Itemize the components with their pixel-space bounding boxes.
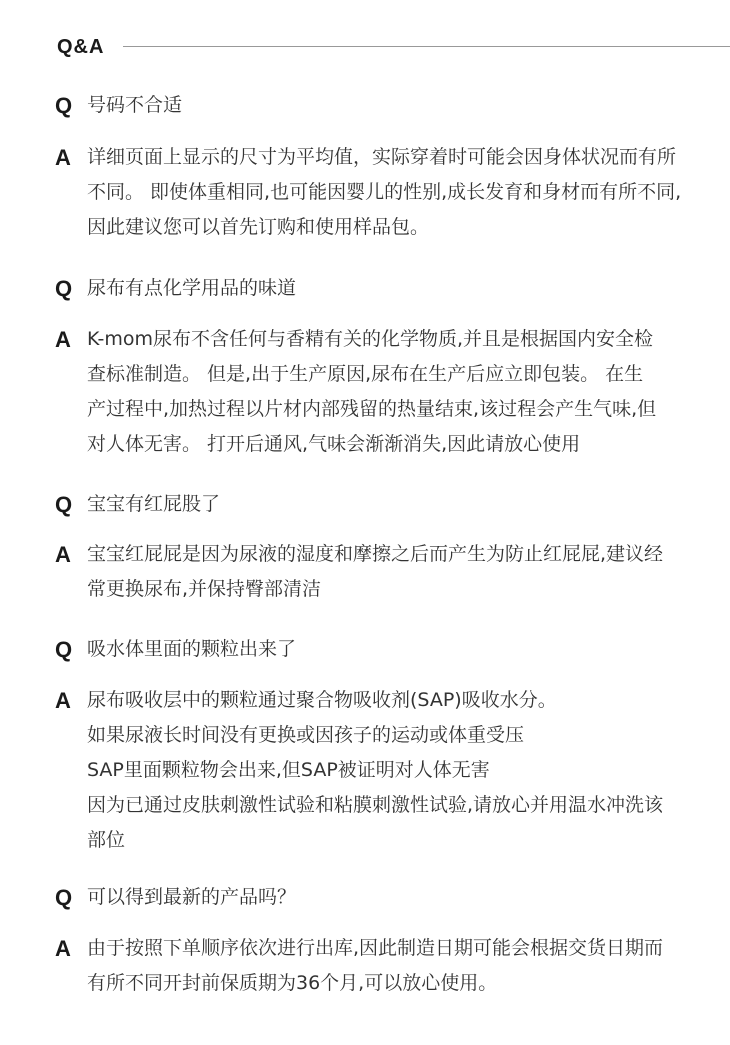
answer-text: 宝宝红屁屁是因为尿液的湿度和摩擦之后而产生为防止红屁屁,建议经 常更换尿布,并保持臀部清洁 (87, 543, 664, 600)
question-mark: Q (55, 885, 73, 910)
answer-text: 详细页面上显示的尺寸为平均值，实际穿着时可能会因身体状况而有所 不同。 即使体重相同,也可能因婴儿的性别,成长发育和身材而有所不同, 因此建议您可以首先订购和使用样品包。 (87, 146, 682, 238)
question-mark: Q (55, 93, 73, 118)
qa-header (57, 34, 730, 60)
header-divider (123, 46, 730, 47)
question-mark: Q (55, 637, 73, 662)
question-mark: Q (55, 276, 73, 301)
answer-mark: A (55, 936, 71, 961)
question-mark: Q (55, 492, 73, 517)
answer-mark: A (55, 688, 71, 713)
page-title: Q&A (57, 36, 105, 58)
question-text: 号码不合适 (87, 94, 183, 116)
answer-text: 尿布吸收层中的颗粒通过聚合物吸收剂(SAP)吸收水分。 如果尿液长时间没有更换或因孩子的运动或体重受压 SAP里面颗粒物会出来,但SAP被证明对人体无害 因为已通过皮肤刺激性试验和粘膜刺激性试验,请放心并用温水冲洗该 部位 (87, 689, 664, 851)
answer-mark: A (55, 145, 71, 170)
answer-mark: A (55, 542, 71, 567)
answer-text: 由于按照下单顺序依次进行出库,因此制造日期可能会根据交货日期而 有所不同开封前保质期为36个月,可以放心使用。 (87, 937, 664, 994)
question-text: 宝宝有红屁股了 (87, 493, 221, 515)
question-text: 吸水体里面的颗粒出来了 (87, 638, 297, 660)
question-text: 可以得到最新的产品吗？ (87, 886, 297, 908)
answer-text: K-mom尿布不含任何与香精有关的化学物质,并且是根据国内安全检 查标准制造。 但是,出于生产原因,尿布在生产后应立即包装。 在生 产过程中,加热过程以片材内部残留的热量结束,该过程会产生气味,但 对人体无害。 打开后通风,气味会渐渐消失,因此请放心使用 (87, 328, 657, 455)
answer-mark: A (55, 327, 71, 352)
question-text: 尿布有点化学用品的味道 (87, 277, 297, 299)
